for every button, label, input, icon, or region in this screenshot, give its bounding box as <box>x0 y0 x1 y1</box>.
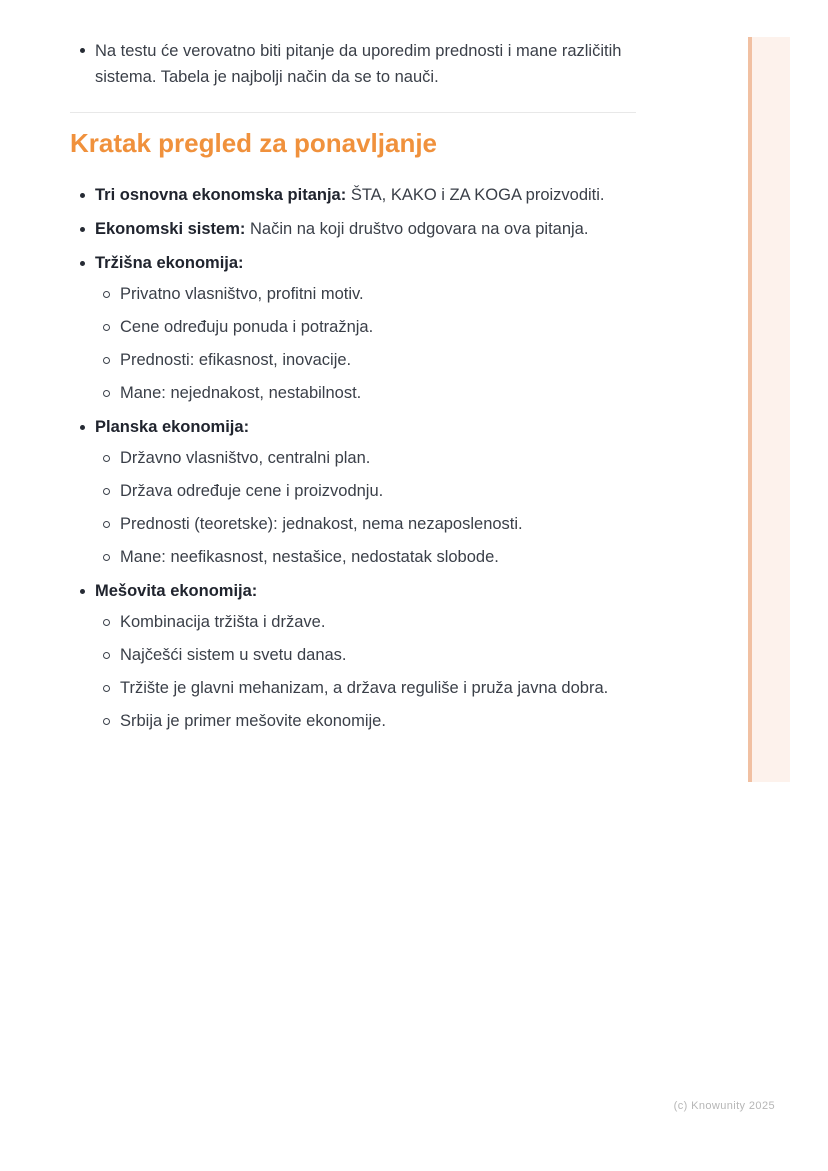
sub-item-text: Prednosti (teoretske): jednakost, nema nezaposlenosti. <box>120 515 523 533</box>
sub-list <box>95 448 636 568</box>
accent-stripe <box>748 37 790 782</box>
sub-item-text: Državno vlasništvo, centralni plan. <box>120 449 371 467</box>
circle-bullet-icon <box>103 521 110 528</box>
circle-bullet-icon <box>103 554 110 561</box>
list-item <box>95 645 636 666</box>
list-item <box>70 38 636 90</box>
bullet-icon <box>80 193 85 198</box>
list-item <box>95 711 636 732</box>
bullet-icon <box>80 589 85 594</box>
item-text: Način na koji društvo odgovara na ova pitanja. <box>245 220 589 238</box>
intro-list <box>70 38 636 90</box>
circle-bullet-icon <box>103 718 110 725</box>
list-item <box>70 417 636 568</box>
list-item <box>95 678 636 699</box>
list-item <box>95 612 636 633</box>
list-item <box>70 185 636 206</box>
list-item <box>70 253 636 404</box>
list-item <box>95 514 636 535</box>
sub-item-text: Kombinacija tržišta i države. <box>120 613 326 631</box>
circle-bullet-icon <box>103 390 110 397</box>
sub-item-text: Cene određuju ponuda i potražnja. <box>120 318 374 336</box>
item-lead: Mešovita ekonomija: <box>95 582 258 600</box>
item-text: ŠTA, KAKO i ZA KOGA proizvoditi. <box>346 186 605 204</box>
list-item <box>70 219 636 240</box>
list-item <box>70 581 636 732</box>
list-item <box>95 350 636 371</box>
circle-bullet-icon <box>103 455 110 462</box>
circle-bullet-icon <box>103 619 110 626</box>
item-lead: Planska ekonomija: <box>95 418 250 436</box>
list-item <box>95 284 636 305</box>
item-lead: Ekonomski sistem: <box>95 220 246 238</box>
sub-item-text: Prednosti: efikasnost, inovacije. <box>120 351 352 369</box>
review-list <box>70 185 636 732</box>
sub-item-text: Mane: neefikasnost, nestašice, nedostatak slobode. <box>120 548 499 566</box>
sub-item-text: Mane: nejednakost, nestabilnost. <box>120 384 362 402</box>
bullet-icon <box>80 48 85 53</box>
bullet-icon <box>80 425 85 430</box>
circle-bullet-icon <box>103 291 110 298</box>
sub-item-text: Srbija je primer mešovite ekonomije. <box>120 712 386 730</box>
sub-item-text: Privatno vlasništvo, profitni motiv. <box>120 285 364 303</box>
circle-bullet-icon <box>103 652 110 659</box>
list-item <box>95 383 636 404</box>
intro-bullet-text: Na testu će verovatno biti pitanje da uporedim prednosti i mane različitih sistema. Tabela je najbolji način da se to nauči. <box>95 42 622 86</box>
section-title: Kratak pregled za ponavljanje <box>70 128 438 158</box>
sub-item-text: Država određuje cene i proizvodnju. <box>120 482 384 500</box>
list-item <box>95 317 636 338</box>
bullet-icon <box>80 261 85 266</box>
footer-copyright: (c) Knowunity 2025 <box>673 1100 775 1112</box>
list-item <box>95 547 636 568</box>
circle-bullet-icon <box>103 685 110 692</box>
document-content <box>70 38 636 745</box>
bullet-icon <box>80 227 85 232</box>
sub-item-text: Tržište je glavni mehanizam, a država reguliše i pruža javna dobra. <box>120 679 609 697</box>
list-item <box>95 481 636 502</box>
sub-list <box>95 612 636 732</box>
item-lead: Tri osnovna ekonomska pitanja: <box>95 186 347 204</box>
list-item <box>95 448 636 469</box>
circle-bullet-icon <box>103 488 110 495</box>
circle-bullet-icon <box>103 357 110 364</box>
sub-item-text: Najčešći sistem u svetu danas. <box>120 646 347 664</box>
circle-bullet-icon <box>103 324 110 331</box>
sub-list <box>95 284 636 404</box>
divider <box>70 112 636 113</box>
item-lead: Tržišna ekonomija: <box>95 254 244 272</box>
